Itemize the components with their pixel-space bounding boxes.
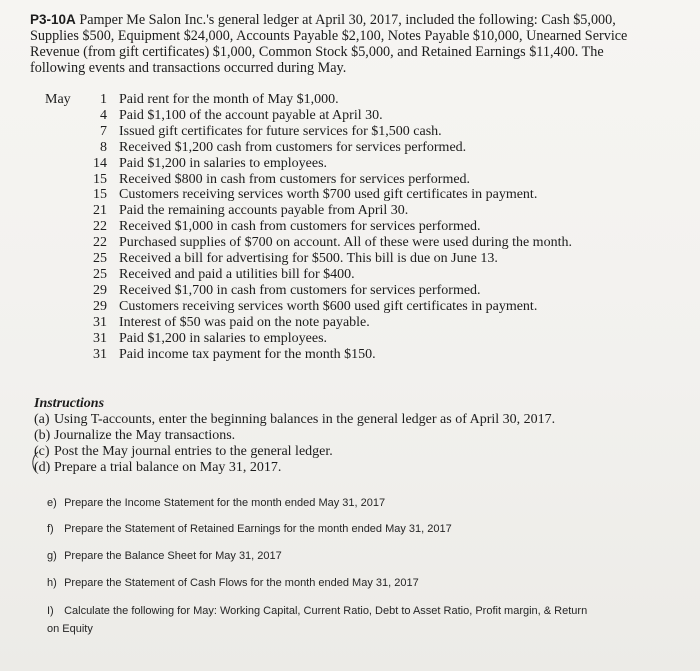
problem-text: Pamper Me Salon Inc.'s general ledger at April 30, 2017, included the following: Cash $5,000, Supplies $500, Equipment $24,000, Accounts Payable $2,100, Notes Payable $10,000, Unearned Service Revenue (from gift certificates) $1,000, Common Stock $5,000, and Retained Earnings $11,400. The following events and transactions occurred during May. <box>30 12 628 76</box>
extra-instruction-letter: h) <box>47 577 57 589</box>
instruction-letter: (b) <box>34 428 51 443</box>
event-day: 4 <box>100 107 107 123</box>
event-day: 21 <box>93 203 107 219</box>
extra-instruction-letter: f) <box>47 523 54 535</box>
event-text: Customers receiving services worth $600 used gift certificates in payment. <box>119 298 538 314</box>
instruction-letter: (c) <box>34 444 50 459</box>
event-row <box>45 315 665 331</box>
event-day: 15 <box>93 171 107 187</box>
event-row <box>45 219 665 235</box>
pen-mark-icon <box>30 451 40 473</box>
extra-instruction-text: Prepare the Statement of Cash Flows for the month ended May 31, 2017 <box>64 577 419 589</box>
event-row <box>45 283 665 299</box>
event-day: 15 <box>93 187 107 203</box>
event-row <box>45 251 665 267</box>
event-row <box>45 156 665 172</box>
event-text: Received and paid a utilities bill for $400. <box>119 266 355 282</box>
extra-instruction-text: Calculate the following for May: Working Capital, Current Ratio, Debt to Asset Ratio, Profit margin, & Return on Equity <box>47 605 588 635</box>
event-day: 25 <box>93 251 107 267</box>
event-row <box>45 108 665 124</box>
event-text: Customers receiving services worth $700 used gift certificates in payment. <box>119 187 538 203</box>
instruction-item <box>34 460 644 476</box>
events-list <box>45 92 665 362</box>
event-text: Paid rent for the month of May $1,000. <box>119 92 339 107</box>
event-day: 1 <box>100 92 107 107</box>
event-text: Paid $1,200 in salaries to employees. <box>119 330 328 346</box>
event-row <box>45 187 665 203</box>
extra-instruction-item <box>47 547 607 565</box>
extra-instruction-letter: e) <box>47 497 57 509</box>
instruction-text: Prepare a trial balance on May 31, 2017. <box>54 460 282 475</box>
event-day: 22 <box>93 219 107 235</box>
extra-instruction-text: Prepare the Statement of Retained Earnings for the month ended May 31, 2017 <box>64 523 452 535</box>
instruction-item <box>34 428 644 444</box>
event-text: Paid income tax payment for the month $150. <box>119 346 376 362</box>
extra-instruction-item <box>47 520 607 538</box>
event-day: 7 <box>100 123 107 139</box>
extra-instruction-item <box>47 494 607 512</box>
event-text: Received $1,000 in cash from customers for services performed. <box>119 219 481 235</box>
event-row <box>45 299 665 315</box>
extra-instruction-text: Prepare the Balance Sheet for May 31, 2017 <box>64 550 282 562</box>
event-month: May <box>45 92 71 107</box>
event-day: 31 <box>93 346 107 362</box>
event-row <box>45 235 665 251</box>
event-text: Received a bill for advertising for $500. This bill is due on June 13. <box>119 251 498 267</box>
event-day: 29 <box>93 282 107 298</box>
event-text: Paid the remaining accounts payable from April 30. <box>119 203 409 219</box>
extra-instruction-letter: g) <box>47 550 57 562</box>
event-day: 29 <box>93 298 107 314</box>
problem-id: P3-10A <box>30 12 76 27</box>
event-day: 25 <box>93 266 107 282</box>
event-text: Purchased supplies of $700 on account. All of these were used during the month. <box>119 235 572 251</box>
instruction-letter: (a) <box>34 412 50 427</box>
event-day: 31 <box>93 314 107 330</box>
extra-instruction-item <box>47 602 592 638</box>
event-row <box>45 140 665 156</box>
event-row <box>45 92 665 108</box>
event-text: Paid $1,200 in salaries to employees. <box>119 155 328 171</box>
instruction-text: Journalize the May transactions. <box>54 428 236 443</box>
event-row <box>45 124 665 140</box>
event-row <box>45 172 665 188</box>
event-day: 22 <box>93 235 107 251</box>
event-text: Paid $1,100 of the account payable at April 30. <box>119 107 383 123</box>
instruction-text: Post the May journal entries to the general ledger. <box>54 444 333 459</box>
event-row <box>45 331 665 347</box>
event-text: Interest of $50 was paid on the note payable. <box>119 314 370 330</box>
instruction-item <box>34 444 644 460</box>
event-row <box>45 347 665 363</box>
instruction-text: Using T-accounts, enter the beginning balances in the general ledger as of April 30, 2017. <box>54 412 556 427</box>
event-text: Received $1,200 cash from customers for services performed. <box>119 139 467 155</box>
event-text: Received $1,700 in cash from customers for services performed. <box>119 282 481 298</box>
extra-instruction-item <box>47 574 607 592</box>
event-row <box>45 203 665 219</box>
event-text: Received $800 in cash from customers for services performed. <box>119 171 471 187</box>
extra-instruction-letter: I) <box>47 605 54 617</box>
extra-instruction-text: Prepare the Income Statement for the month ended May 31, 2017 <box>64 497 386 509</box>
instruction-item <box>34 412 644 428</box>
event-day: 31 <box>93 330 107 346</box>
event-day: 14 <box>93 155 107 171</box>
instructions-heading: Instructions <box>34 396 105 411</box>
instruction-letter: (d) <box>34 460 51 475</box>
event-row <box>45 267 665 283</box>
event-text: Issued gift certificates for future services for $1,500 cash. <box>119 123 442 139</box>
event-day: 8 <box>100 139 107 155</box>
problem-statement <box>30 12 655 76</box>
instructions-section <box>34 396 644 476</box>
